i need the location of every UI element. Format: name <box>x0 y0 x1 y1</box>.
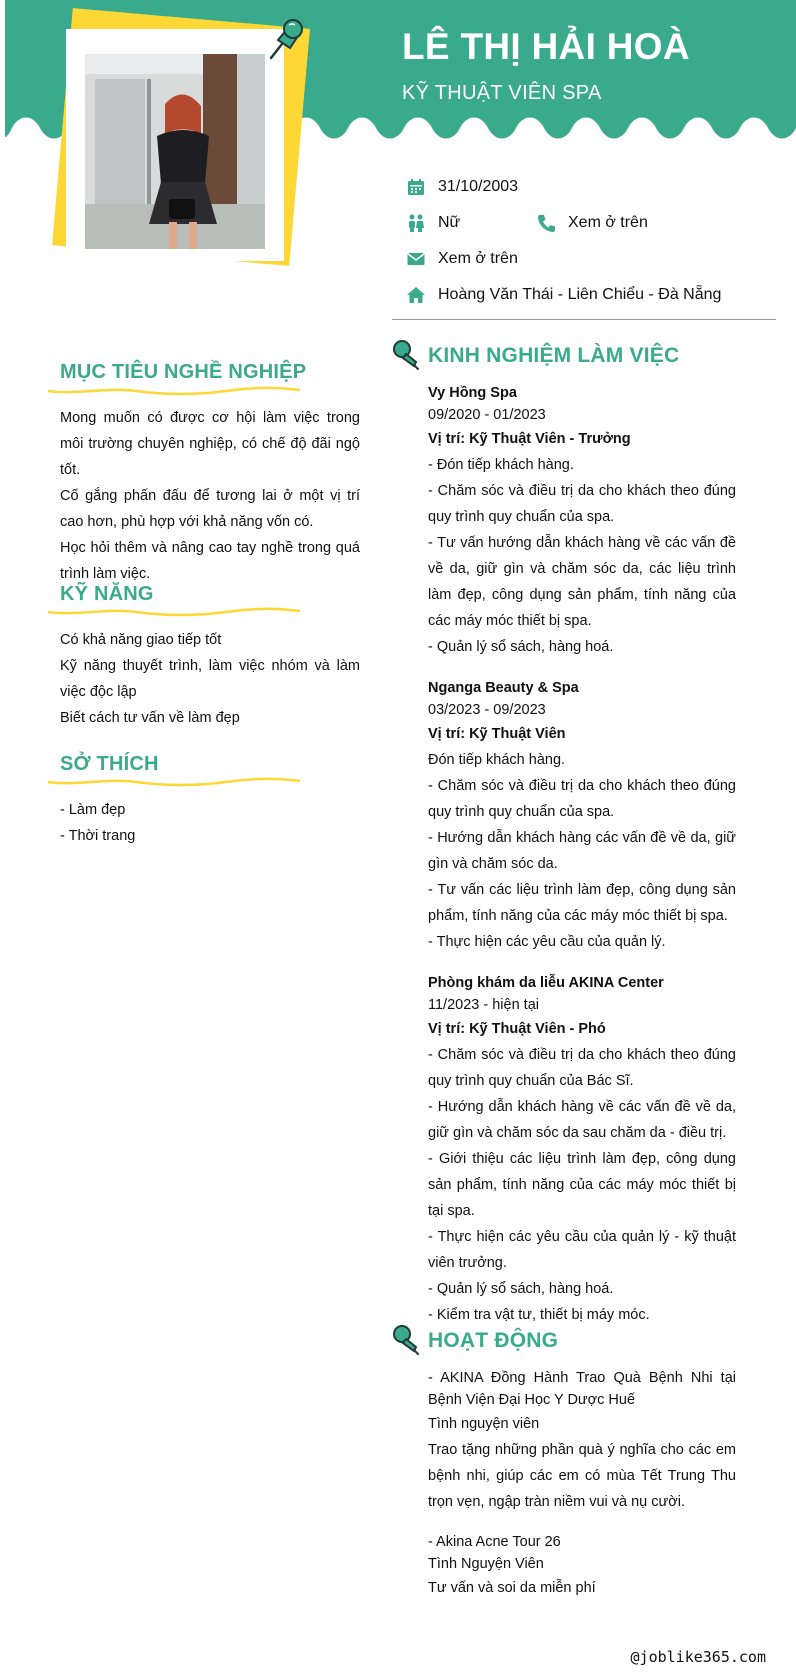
hobbies-list <box>60 797 360 849</box>
job-company: Vy Hồng Spa <box>428 385 517 401</box>
contact-phone <box>536 210 648 236</box>
contact-email <box>406 246 518 272</box>
objective-line: Mong muốn có được cơ hội làm việc trong môi trường chuyên nghiệp, có chế độ đãi ngộ tốt. <box>60 410 360 478</box>
job-entry <box>428 382 736 660</box>
job-duty: - Hướng dẫn khách hàng về các vấn đề về da, giữ gìn và chăm sóc da sau chăm da - điều trị. <box>428 1099 736 1141</box>
address-value: Hoàng Văn Thái - Liên Chiểu - Đà Nẵng <box>438 286 722 303</box>
hobby-item: - Làm đẹp <box>60 802 126 818</box>
birthday-value: 31/10/2003 <box>438 178 519 195</box>
job-duty: - Chăm sóc và điều trị da cho khách theo đúng quy trình quy chuẩn của spa. <box>428 483 736 525</box>
email-value[interactable]: Xem ở trên <box>438 250 518 267</box>
job-period: 11/2023 - hiện tại <box>428 997 539 1013</box>
envelope-icon <box>406 249 426 269</box>
activity-name: - AKINA Đồng Hành Trao Quà Bệnh Nhi tại Bệnh Viện Đại Học Y Dược Huế <box>428 1370 736 1408</box>
activity-description: Tư vấn và soi da miễn phí <box>428 1580 596 1596</box>
candidate-name: LÊ THỊ HẢI HOÀ <box>402 26 690 67</box>
candidate-job-title: KỸ THUẬT VIÊN SPA <box>402 82 602 104</box>
job-duty: - Chăm sóc và điều trị da cho khách theo đúng quy trình quy chuẩn của spa. <box>428 778 736 820</box>
job-duty: - Quản lý sổ sách, hàng hoá. <box>428 639 614 655</box>
hobby-item: - Thời trang <box>60 828 136 844</box>
contact-address <box>406 282 721 308</box>
job-duty: - Thực hiện các yêu cầu của quản lý. <box>428 934 666 950</box>
gender-icon <box>406 213 426 233</box>
skill-item: Biết cách tư vấn về làm đẹp <box>60 710 240 726</box>
experience-title: KINH NGHIỆM LÀM VIỆC <box>428 344 680 367</box>
pushpin-icon <box>392 1325 420 1355</box>
job-duty: - Giới thiệu các liệu trình làm đẹp, công dụng sản phẩm, tính năng của các máy móc thiết bị tại spa. <box>428 1151 736 1219</box>
job-entry <box>428 677 736 955</box>
objective-line: Cố gắng phấn đấu để tương lai ở một vị trí cao hơn, phù hợp với khả năng vốn có. <box>60 488 360 530</box>
activities-title: HOẠT ĐỘNG <box>428 1329 559 1352</box>
profile-photo <box>85 54 265 249</box>
job-company: Phòng khám da liễu AKINA Center <box>428 975 664 991</box>
activity-role: Tình nguyện viên <box>428 1416 540 1432</box>
objective-text <box>60 405 360 587</box>
job-entry <box>428 972 736 1328</box>
skills-title: KỸ NĂNG <box>60 583 154 605</box>
objective-underline <box>46 384 302 396</box>
gender-value: Nữ <box>438 214 461 231</box>
job-company: Nganga Beauty & Spa <box>428 680 579 696</box>
job-role: Vị trí: Kỹ Thuật Viên <box>428 726 566 742</box>
pushpin-icon <box>392 340 420 370</box>
home-icon <box>406 285 426 305</box>
job-duty: - Hướng dẫn khách hàng các vấn đề về da, giữ gìn và chăm sóc da. <box>428 830 736 872</box>
contact-divider <box>392 319 776 320</box>
skills-list <box>60 627 360 731</box>
hobbies-title: SỞ THÍCH <box>60 753 159 775</box>
contact-birthday <box>406 174 518 200</box>
pushpin-icon <box>268 14 308 62</box>
job-duty: - Quản lý sổ sách, hàng hoá. <box>428 1281 614 1297</box>
hobbies-underline <box>46 775 302 787</box>
job-duty: - Tư vấn các liệu trình làm đẹp, công dụng sản phẩm, tính năng của các máy móc thiết bị spa. <box>428 882 736 924</box>
activity-entry <box>428 1531 736 1601</box>
job-duty: Đón tiếp khách hàng. <box>428 752 566 768</box>
job-role: Vị trí: Kỹ Thuật Viên - Phó <box>428 1021 606 1037</box>
job-duty: - Đón tiếp khách hàng. <box>428 457 574 473</box>
contact-gender <box>406 210 460 236</box>
activity-name: - Akina Acne Tour 26 <box>428 1534 561 1550</box>
skills-underline <box>46 605 302 617</box>
footer-watermark: @joblike365.com <box>630 1648 766 1666</box>
job-duty: - Kiểm tra vật tư, thiết bị máy móc. <box>428 1307 650 1323</box>
job-duty: - Chăm sóc và điều trị da cho khách theo đúng quy trình quy chuẩn của Bác Sĩ. <box>428 1047 736 1089</box>
job-duty: - Thực hiện các yêu cầu của quản lý - kỹ thuật viên trưởng. <box>428 1229 736 1271</box>
job-role: Vị trí: Kỹ Thuật Viên - Trưởng <box>428 431 631 447</box>
skill-item: Kỹ năng thuyết trình, làm việc nhóm và làm việc độc lập <box>60 658 360 700</box>
job-period: 03/2023 - 09/2023 <box>428 702 546 718</box>
activity-description: Trao tặng những phần quà ý nghĩa cho các em bệnh nhi, giúp các em có mùa Tết Trung Thu trọn vẹn, ngập tràn niềm vui và nụ cười. <box>428 1442 736 1510</box>
calendar-icon <box>406 177 426 197</box>
objective-title: MỤC TIÊU NGHỀ NGHIỆP <box>60 361 307 383</box>
phone-value[interactable]: Xem ở trên <box>568 214 648 231</box>
skill-item: Có khả năng giao tiếp tốt <box>60 632 222 648</box>
job-duty: - Tư vấn hướng dẫn khách hàng về các vấn đề về da, giữ gìn và chăm sóc da, các liệu trình làm đẹp, công dụng sản phẩm, tính năng của các máy móc thiết bị spa. <box>428 535 736 629</box>
activity-entry <box>428 1367 736 1515</box>
phone-icon <box>536 213 556 233</box>
activity-role: Tình Nguyện Viên <box>428 1556 544 1572</box>
objective-line: Học hỏi thêm và nâng cao tay nghề trong quá trình làm việc. <box>60 540 360 582</box>
job-period: 09/2020 - 01/2023 <box>428 407 546 423</box>
